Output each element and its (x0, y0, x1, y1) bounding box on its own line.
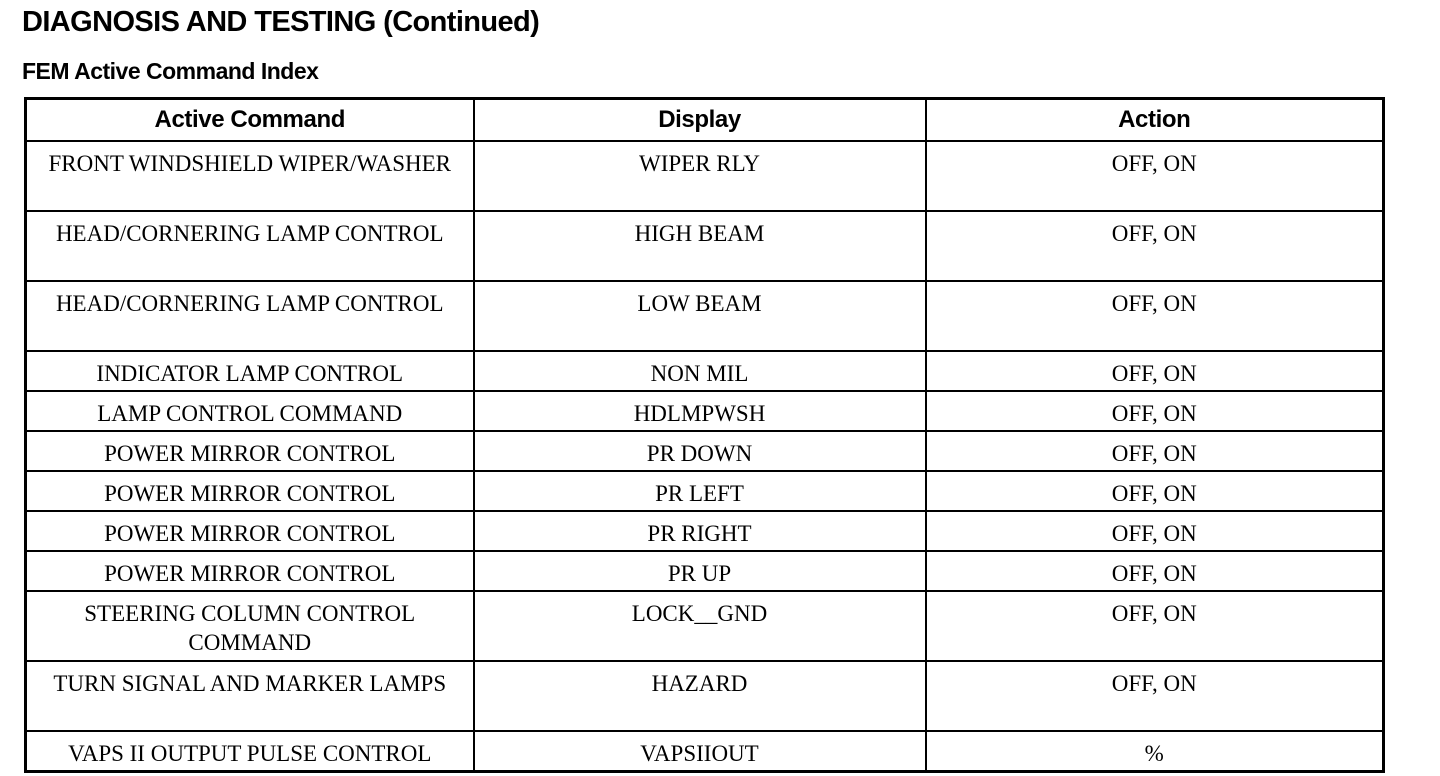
table-row (26, 661, 1384, 731)
display-cell: PR RIGHT (474, 511, 926, 551)
active-command-cell: HEAD/CORNERING LAMP CONTROL (26, 211, 474, 281)
active-command-cell: VAPS II OUTPUT PULSE CONTROL (26, 731, 474, 772)
action-cell: OFF, ON (926, 281, 1384, 351)
display-cell: HAZARD (474, 661, 926, 731)
action-cell: OFF, ON (926, 351, 1384, 391)
action-cell: OFF, ON (926, 141, 1384, 211)
action-cell: OFF, ON (926, 511, 1384, 551)
page-title: DIAGNOSIS AND TESTING (Continued) (22, 6, 540, 38)
action-cell: OFF, ON (926, 391, 1384, 431)
display-cell: PR LEFT (474, 471, 926, 511)
section-title: FEM Active Command Index (22, 58, 319, 84)
active-command-cell: STEERING COLUMN CONTROL COMMAND (26, 591, 474, 661)
active-command-cell: LAMP CONTROL COMMAND (26, 391, 474, 431)
display-cell: PR UP (474, 551, 926, 591)
display-cell: VAPSIIOUT (474, 731, 926, 772)
display-cell: PR DOWN (474, 431, 926, 471)
active-command-cell: POWER MIRROR CONTROL (26, 471, 474, 511)
column-header-active-command: Active Command (26, 99, 474, 142)
table-row (26, 351, 1384, 391)
table-row (26, 431, 1384, 471)
action-cell: OFF, ON (926, 591, 1384, 661)
display-cell: NON MIL (474, 351, 926, 391)
action-cell: OFF, ON (926, 471, 1384, 511)
active-command-cell: POWER MIRROR CONTROL (26, 511, 474, 551)
action-cell: OFF, ON (926, 211, 1384, 281)
table-row (26, 211, 1384, 281)
column-header-display: Display (474, 99, 926, 142)
table-row (26, 391, 1384, 431)
column-header-action: Action (926, 99, 1384, 142)
display-cell: LOCK__GND (474, 591, 926, 661)
table-row (26, 471, 1384, 511)
display-cell: HDLMPWSH (474, 391, 926, 431)
active-command-table (24, 97, 1385, 773)
display-cell: WIPER RLY (474, 141, 926, 211)
table-row (26, 511, 1384, 551)
active-command-cell: POWER MIRROR CONTROL (26, 431, 474, 471)
active-command-cell: INDICATOR LAMP CONTROL (26, 351, 474, 391)
table-row (26, 281, 1384, 351)
active-command-cell: FRONT WINDSHIELD WIPER/WASHER (26, 141, 474, 211)
active-command-cell: HEAD/CORNERING LAMP CONTROL (26, 281, 474, 351)
action-cell: OFF, ON (926, 431, 1384, 471)
display-cell: HIGH BEAM (474, 211, 926, 281)
table-row (26, 591, 1384, 661)
table-header-row (26, 99, 1384, 142)
table-row (26, 141, 1384, 211)
action-cell: OFF, ON (926, 661, 1384, 731)
table-row (26, 551, 1384, 591)
display-cell: LOW BEAM (474, 281, 926, 351)
table-row (26, 731, 1384, 772)
action-cell: OFF, ON (926, 551, 1384, 591)
active-command-cell: POWER MIRROR CONTROL (26, 551, 474, 591)
active-command-cell: TURN SIGNAL AND MARKER LAMPS (26, 661, 474, 731)
action-cell: % (926, 731, 1384, 772)
